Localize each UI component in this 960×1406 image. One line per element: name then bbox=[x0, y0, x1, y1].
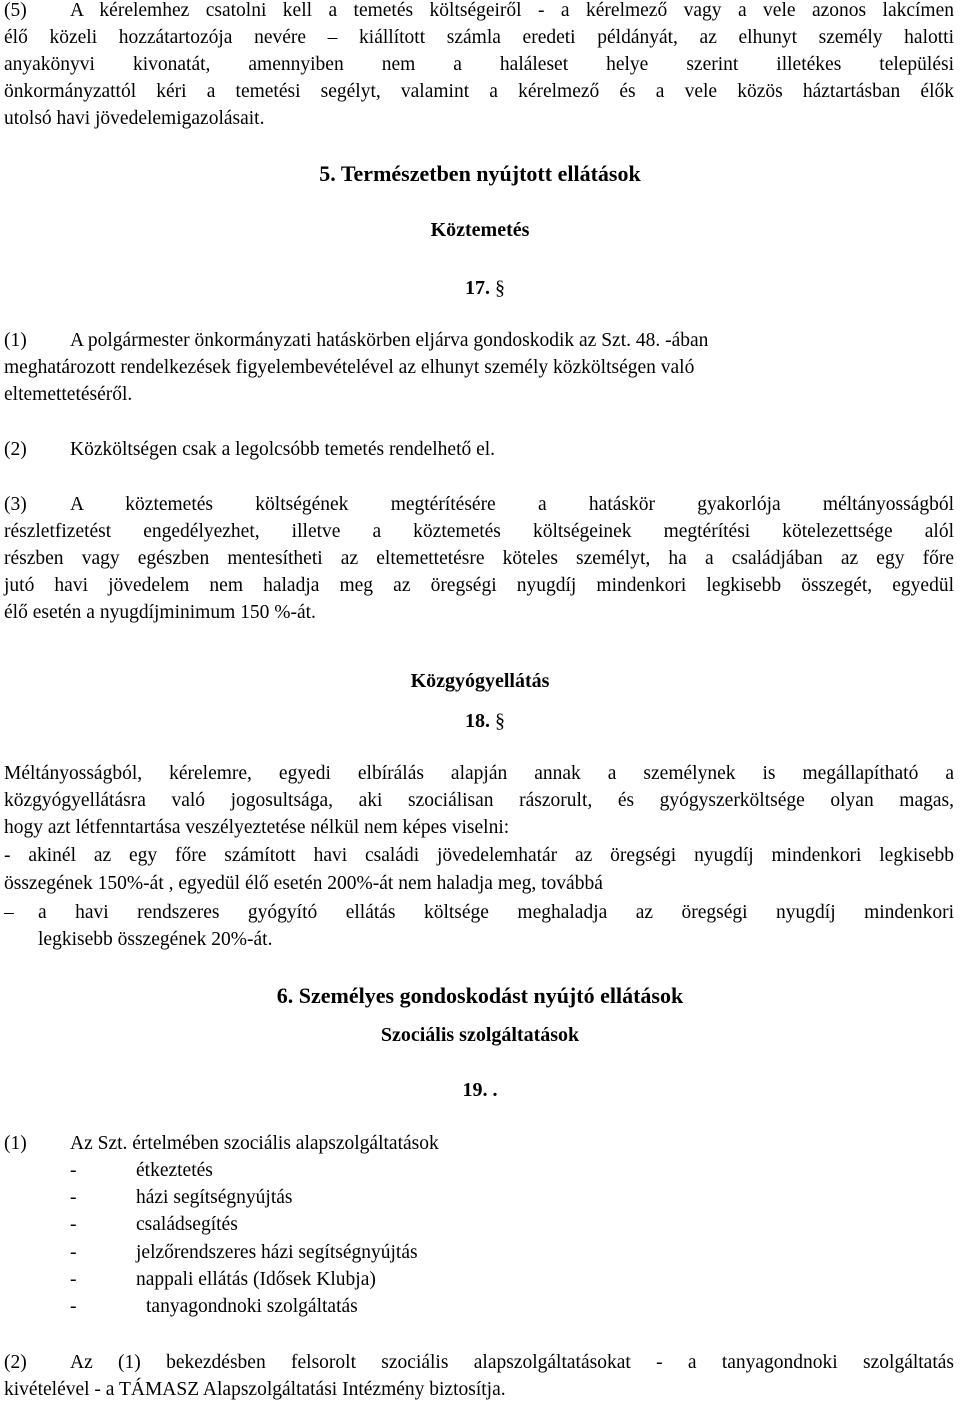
koztemetes-title: Köztemetés bbox=[430, 219, 530, 241]
p17-3-line-1: (3) A köztemetés költségének megtérítésére a hatáskör gyakorlója méltányosságból bbox=[4, 494, 954, 515]
p17-1-line-2: meghatározott rendelkezések figyelembevételével az elhunyt személy közköltségen való bbox=[4, 357, 695, 378]
p17-3-line-2: részletfizetést engedélyezhet, illetve a köztemetés költségeinek megtérítési kötelezettsége alól bbox=[4, 521, 954, 542]
p18-line-2: közgyógyellátásra való jogosultsága, aki szociálisan rászorult, és gyógyszerköltsége olyan magas, bbox=[4, 790, 954, 811]
p5-line-3: anyakönyvi kivonatát, amennyiben nem a haláleset helye szerint illetékes települési bbox=[4, 54, 954, 75]
list-item: - házi segítségnyújtás bbox=[70, 1187, 293, 1208]
p18-line-5: összegének 150%-át , egyedül élő esetén 200%-át nem haladja meg, továbbá bbox=[4, 873, 603, 894]
p5-line-1: (5) A kérelemhez csatolni kell a temetés költségeiről - a kérelmező vagy a vele azonos lakcímen bbox=[4, 0, 954, 21]
p5-line-4: önkormányzattól kéri a temetési segélyt, valamint a kérelmező és a vele közös háztartásban élők bbox=[4, 81, 954, 102]
section-5-title: 5. Természetben nyújtott ellátások bbox=[319, 161, 641, 186]
p17-1-line-1: (1) A polgármester önkormányzati hatáskörben eljárva gondoskodik az Szt. 48. -ában bbox=[4, 330, 709, 351]
list-item: - nappali ellátás (Idősek Klubja) bbox=[70, 1269, 376, 1290]
para-18-heading: 18. § bbox=[465, 710, 505, 732]
p17-2-line-1: (2) Közköltségen csak a legolcsóbb temetés rendelhető el. bbox=[4, 439, 496, 460]
p19-2-line-1: (2) Az (1) bekezdésben felsorolt szociális alapszolgáltatásokat - a tanyagondnoki szolgáltatás bbox=[4, 1352, 954, 1373]
section-6-title: 6. Személyes gondoskodást nyújtó ellátások bbox=[276, 983, 684, 1008]
p5-line-5: utolsó havi jövedelemigazolásait. bbox=[4, 108, 265, 129]
p18-line-6: a havi rendszeres gyógyító ellátás költsége meghaladja az öregségi nyugdíj mindenkori bbox=[38, 902, 954, 923]
p18-line-1: Méltányosságból, kérelemre, egyedi elbírálás alapján annak a személynek is megállapítható a bbox=[4, 763, 954, 784]
kozgyogy-title: Közgyógyellátás bbox=[410, 670, 550, 692]
p19-2-line-2: kivételével - a TÁMASZ Alapszolgáltatási Intézmény biztosítja. bbox=[4, 1379, 506, 1400]
list-item: - étkeztetés bbox=[70, 1160, 213, 1181]
p18-dash: – bbox=[4, 902, 14, 923]
szocialis-title: Szociális szolgáltatások bbox=[380, 1024, 580, 1046]
list-item: - családsegítés bbox=[70, 1214, 238, 1235]
p18-line-4: - akinél az egy főre számított havi családi jövedelemhatár az öregségi nyugdíj mindenkori legkisebb bbox=[4, 845, 954, 866]
p17-3-line-4: jutó havi jövedelem nem haladja meg az öregségi nyugdíj mindenkori legkisebb összegét, egyedül bbox=[4, 575, 954, 596]
p17-1-line-3: eltemettetéséről. bbox=[4, 384, 133, 405]
p17-3-line-3: részben vagy egészben mentesítheti az eltemettetésre köteles személyt, ha a családjában az egy főre bbox=[4, 548, 954, 569]
list-item: - jelzőrendszeres házi segítségnyújtás bbox=[70, 1242, 418, 1263]
para-17-heading: 17. § bbox=[465, 277, 505, 299]
p19-1-line: (1) Az Szt. értelmében szociális alapszolgáltatások bbox=[4, 1133, 439, 1154]
p18-line-3: hogy azt létfenntartása veszélyeztetése nélkül nem képes viselni: bbox=[4, 817, 510, 838]
para-19-heading: 19. . bbox=[462, 1079, 498, 1101]
p17-3-line-5: élő esetén a nyugdíjminimum 150 %-át. bbox=[4, 602, 316, 623]
p5-line-2: élő közeli hozzátartozója nevére – kiállított számla eredeti példányát, az elhunyt személy halotti bbox=[4, 27, 954, 48]
p18-line-7: legkisebb összegének 20%-át. bbox=[38, 929, 273, 950]
list-item: - tanyagondnoki szolgáltatás bbox=[70, 1296, 358, 1317]
